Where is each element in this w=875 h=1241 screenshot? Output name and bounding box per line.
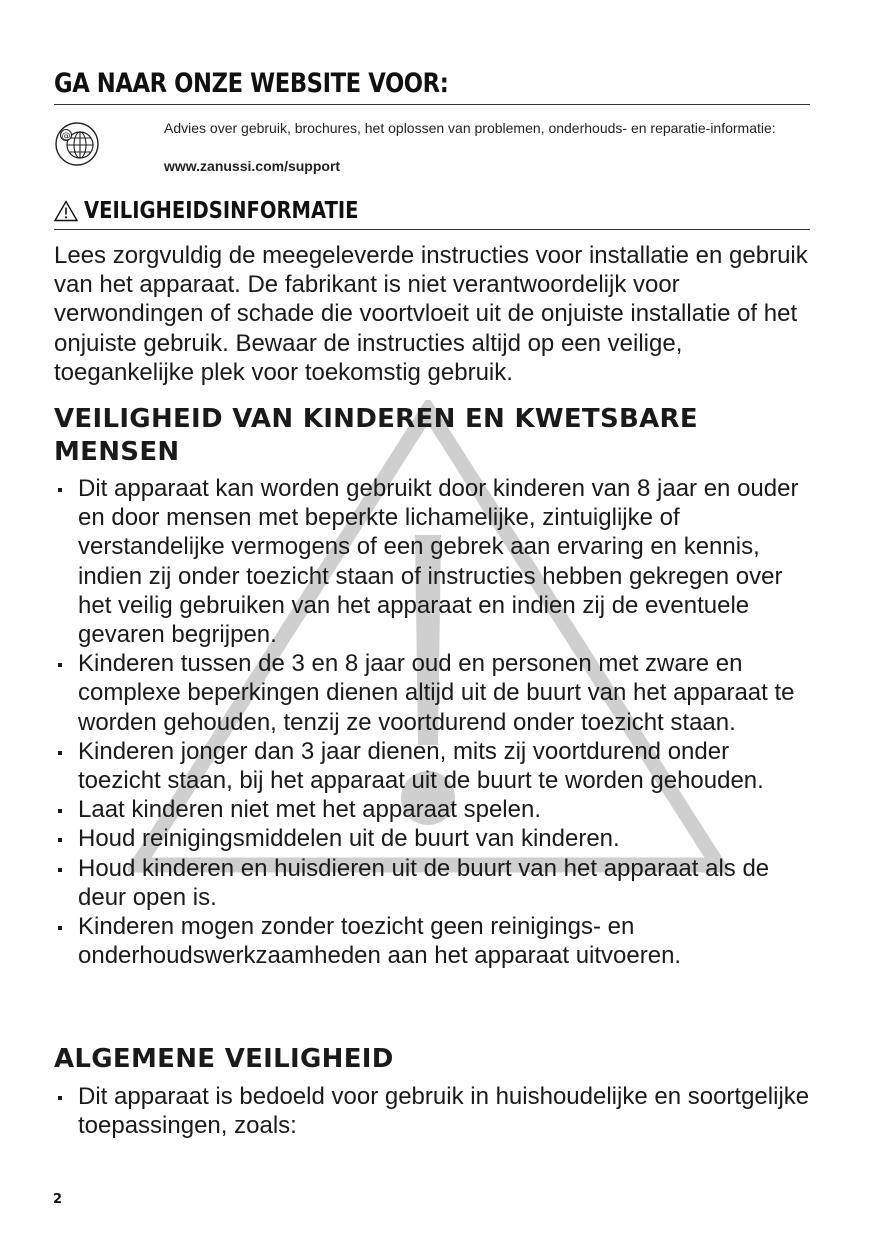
list-item: Kinderen jonger dan 3 jaar dienen, mits zij voortdurend onder toezicht staan, bij het apparaat uit de buurt te worden gehouden. <box>54 737 810 795</box>
list-item: Kinderen tussen de 3 en 8 jaar oud en personen met zware en complexe beperkingen dienen altijd uit de buurt van het apparaat te worden gehouden, tenzij ze voortdurend onder toezicht staan. <box>54 649 810 737</box>
children-safety-list <box>54 474 810 970</box>
globe-at-icon <box>54 121 100 167</box>
list-item: Houd kinderen en huisdieren uit de buurt van het apparaat als de deur open is. <box>54 854 810 912</box>
list-item: Dit apparaat kan worden gebruikt door kinderen van 8 jaar en ouder en door mensen met beperkte lichamelijke, zintuiglijke of verstandelijke vermogens of een gebrek aan ervaring en kennis, indien zij onder toezicht staan of instructies hebben gekregen over het veilig gebruiken van het apparaat en indien zij de eventuele gevaren begrijpen. <box>54 474 810 649</box>
list-item: Houd reinigingsmiddelen uit de buurt van kinderen. <box>54 824 810 853</box>
page-number: 2 <box>53 1192 63 1207</box>
support-description: Advies over gebruik, brochures, het oplossen van problemen, onderhouds- en reparatie-informatie: <box>164 120 776 136</box>
safety-heading-text: VEILIGHEIDSINFORMATIE <box>84 198 359 224</box>
website-heading: GA NAAR ONZE WEBSITE VOOR: <box>54 68 449 99</box>
divider <box>54 104 810 105</box>
general-safety-list <box>54 1082 810 1140</box>
list-item: Kinderen mogen zonder toezicht geen reinigings- en onderhoudswerkzaamheden aan het apparaat uitvoeren. <box>54 912 810 970</box>
divider <box>54 229 810 230</box>
list-item: Dit apparaat is bedoeld voor gebruik in huishoudelijke en soortgelijke toepassingen, zoals: <box>54 1082 810 1140</box>
safety-intro-paragraph: Lees zorgvuldig de meegeleverde instructies voor installatie en gebruik van het apparaat. De fabrikant is niet verantwoordelijk voor verwondingen of schade die voortvloeit uit de onjuiste installatie of het onjuiste gebruik. Bewaar de instructies altijd op een veilige, toegankelijke plek voor toekomstig gebruik. <box>54 242 808 386</box>
svg-text:@: @ <box>61 131 71 142</box>
general-safety-heading: ALGEMENE VEILIGHEID <box>54 1044 394 1074</box>
children-safety-heading: VEILIGHEID VAN KINDEREN EN KWETSBARE MENSEN <box>54 404 698 467</box>
support-link[interactable]: www.zanussi.com/support <box>164 158 341 174</box>
warning-triangle-icon <box>54 200 78 222</box>
list-item: Laat kinderen niet met het apparaat spelen. <box>54 795 810 824</box>
safety-heading <box>54 198 407 224</box>
